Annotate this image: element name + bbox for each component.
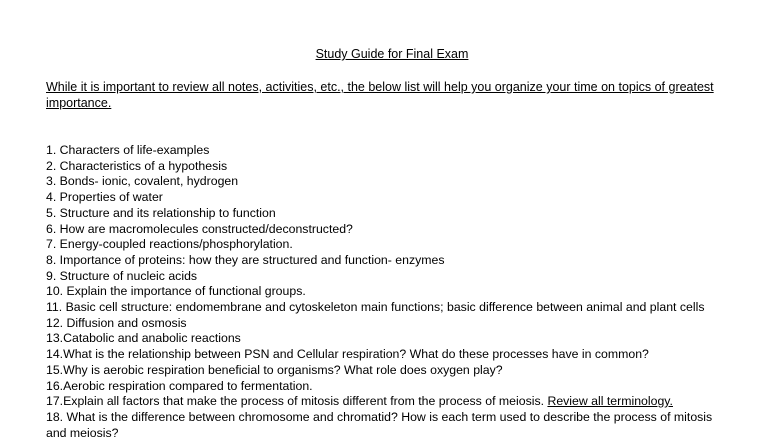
list-item: 13.Catabolic and anabolic reactions (46, 331, 241, 346)
document-title: Study Guide for Final Exam (315, 47, 469, 61)
intro-paragraph: While it is important to review all notes, activities, etc., the below list will help you organize your time on topics of greatest importance. (46, 80, 714, 110)
list-item: 8. Importance of proteins: how they are structured and function- enzymes (46, 252, 445, 267)
list-item-text: 17.Explain all factors that make the process of mitosis different from the process of meiosis. (46, 394, 548, 409)
list-item: 2. Characteristics of a hypothesis (46, 158, 228, 173)
list-item: 16.Aerobic respiration compared to fermentation. (46, 378, 313, 393)
list-item: 15.Why is aerobic respiration beneficial to organisms? What role does oxygen play? (46, 362, 503, 377)
list-item: 6. How are macromolecules constructed/deconstructed? (46, 221, 353, 236)
list-item: 1. Characters of life-examples (46, 143, 210, 157)
list-item: 10. Explain the importance of functional groups. (46, 284, 306, 299)
topic-list (46, 143, 746, 441)
list-item-emphasis: Review all terminology. (547, 394, 673, 409)
list-item: 7. Energy-coupled reactions/phosphorylation. (46, 237, 293, 252)
list-item: 4. Properties of water (46, 190, 163, 205)
list-item: 11. Basic cell structure: endomembrane and cytoskeleton main functions; basic difference between animal and plant cells (46, 300, 705, 315)
list-item: 12. Diffusion and osmosis (46, 315, 187, 330)
list-item: 18. What is the difference between chromosome and chromatid? How is each term used to describe the process of mitosis and meiosis? (46, 409, 713, 440)
list-item: 3. Bonds- ionic, covalent, hydrogen (46, 174, 239, 189)
list-item: 9. Structure of nucleic acids (46, 268, 198, 283)
list-item: 5. Structure and its relationship to function (46, 205, 276, 220)
list-item (46, 394, 746, 410)
list-item: 14.What is the relationship between PSN and Cellular respiration? What do these processes have in common? (46, 347, 649, 362)
